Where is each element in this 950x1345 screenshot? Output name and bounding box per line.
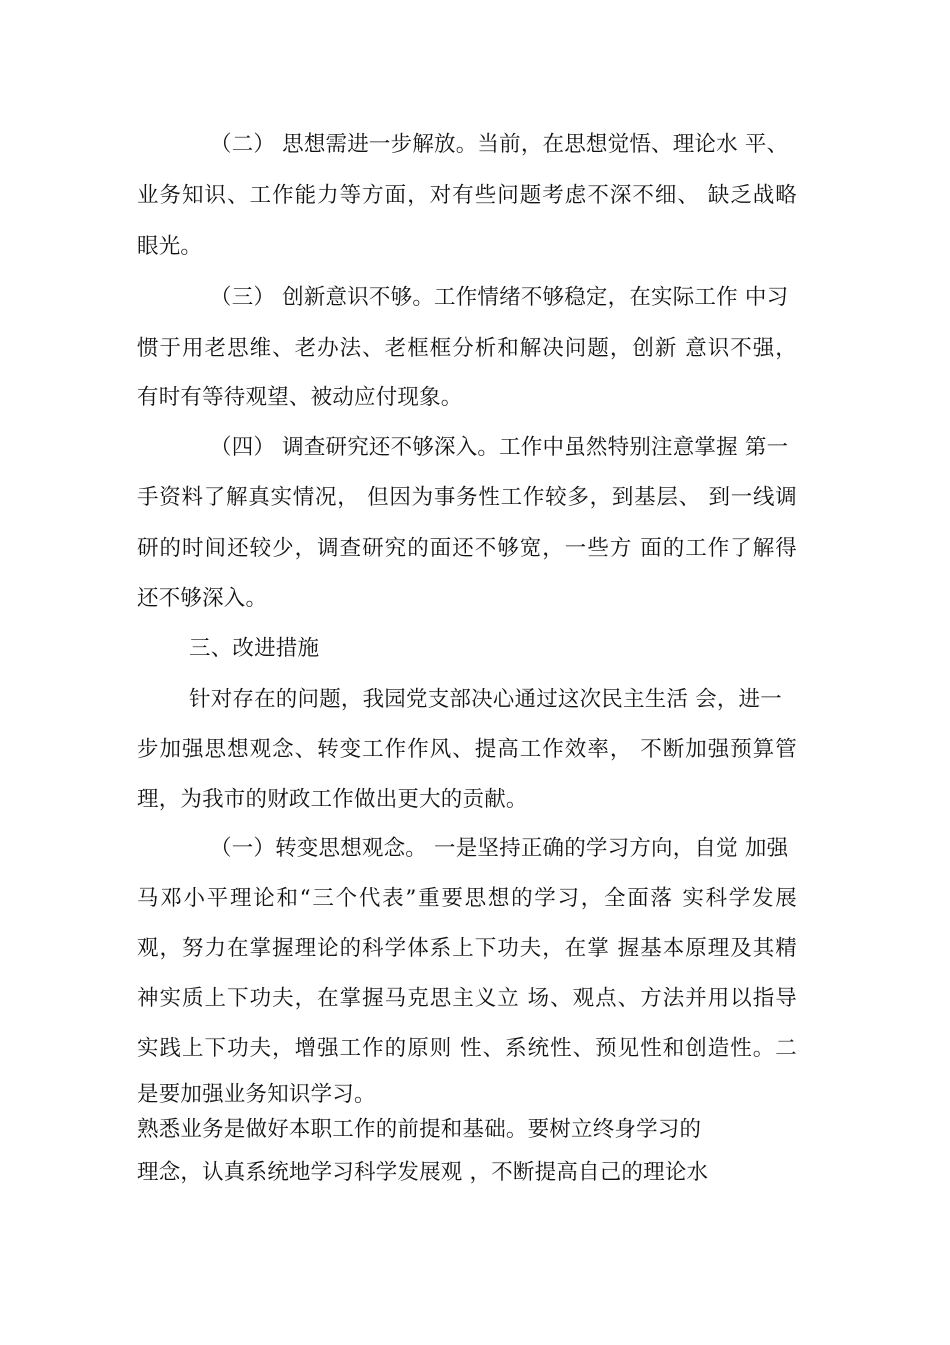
measure-1-line-7: 熟悉业务是做好本职工作的前提和基础。要树立终身学习的 bbox=[137, 1117, 702, 1142]
section-4-line-3: 研的时间还较少，调查研究的面还不够宽，一些方 面的工作了解得 bbox=[137, 536, 797, 561]
measure-1-line-1: （一）转变思想观念。 一是坚持正确的学习方向，自觉 加强 bbox=[210, 836, 789, 861]
section-4-line-1: （四） 调查研究还不够深入。工作中虽然特别注意掌握 第一 bbox=[210, 435, 789, 460]
measure-1-line-2: 马邓小平理论和“三个代表”重要思想的学习，全面落 实科学发展 bbox=[137, 886, 797, 911]
section-3-line-1: （三） 创新意识不够。工作情绪不够稳定，在实际工作 中习 bbox=[210, 285, 789, 310]
section-2-line-1: （二） 思想需进一步解放。当前，在思想觉悟、理论水 平、 bbox=[210, 132, 789, 157]
measure-1-line-6: 是要加强业务知识学习。 bbox=[137, 1082, 376, 1107]
measure-1-line-4: 神实质上下功夫，在掌握马克思主义立 场、观点、方法并用以指导 bbox=[137, 986, 797, 1011]
section-3-line-2: 惯于用老思维、老办法、老框框分析和解决问题，创新 意识不强， bbox=[137, 336, 797, 361]
section-4-line-4: 还不够深入。 bbox=[137, 586, 268, 611]
intro-line-3: 理，为我市的财政工作做出更大的贡献。 bbox=[137, 787, 528, 812]
heading-improvement-measures: 三、改进措施 bbox=[189, 636, 320, 661]
section-4-line-2: 手资料了解真实情况， 但因为事务性工作较多，到基层、 到一线调 bbox=[137, 485, 797, 510]
measure-1-line-3: 观，努力在掌握理论的科学体系上下功夫，在掌 握基本原理及其精 bbox=[137, 936, 797, 961]
intro-line-2: 步加强思想观念、转变工作作风、提高工作效率， 不断加强预算管 bbox=[137, 737, 797, 762]
section-3-line-3: 有时有等待观望、被动应付现象。 bbox=[137, 385, 463, 410]
section-2-line-3: 眼光。 bbox=[137, 234, 203, 259]
measure-1-line-8: 理念，认真系统地学习科学发展观 ，不断提高自己的理论水 bbox=[137, 1160, 709, 1185]
measure-1-line-5: 实践上下功夫，增强工作的原则 性、系统性、预见性和创造性。二 bbox=[137, 1036, 797, 1061]
intro-line-1: 针对存在的问题，我园党支部决心通过这次民主生活 会，进一 bbox=[189, 687, 782, 712]
section-2-line-2: 业务知识、工作能力等方面，对有些问题考虑不深不细、 缺乏战略 bbox=[137, 183, 797, 208]
